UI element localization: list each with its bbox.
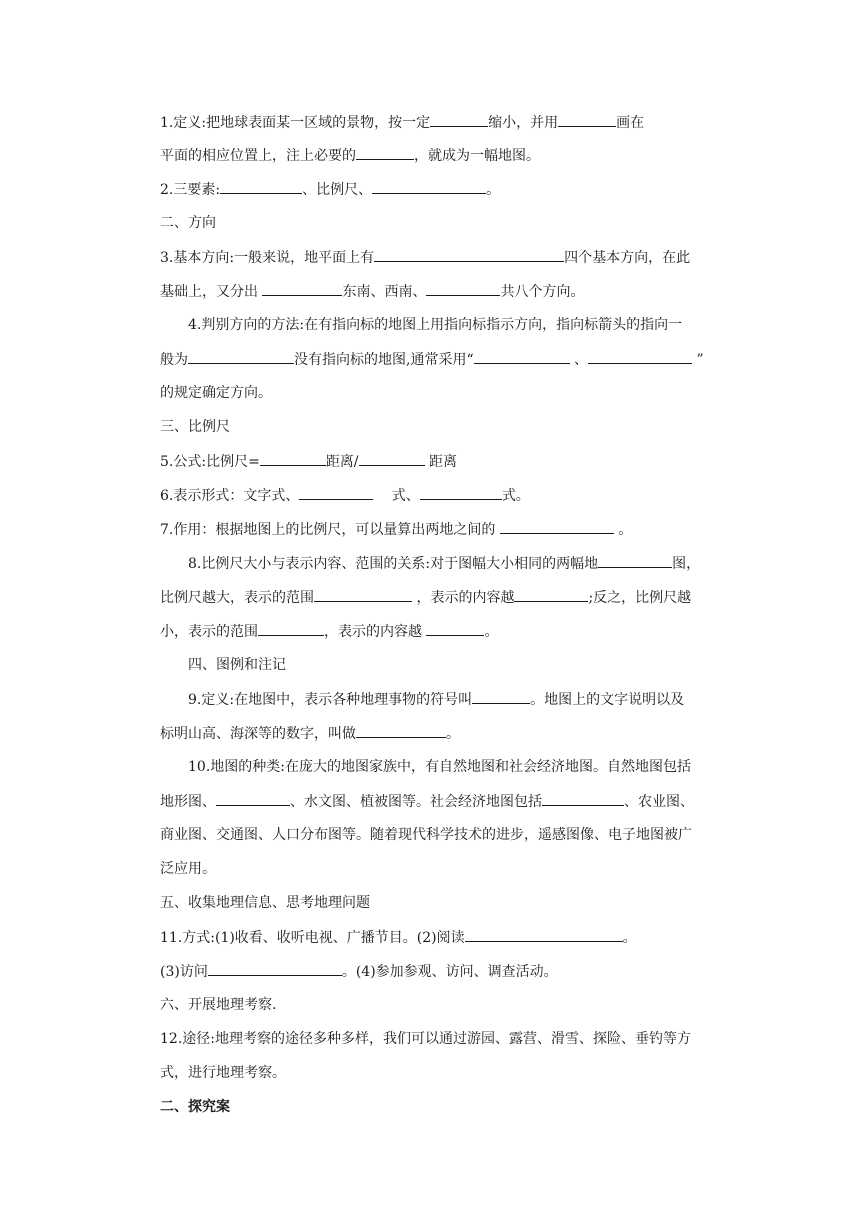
text-segment: 东南、西南、	[342, 284, 427, 300]
text-segment: 二、探究案	[160, 1099, 230, 1115]
text-segment: 三、比例尺	[160, 419, 230, 435]
blank-annotation[interactable]	[356, 723, 446, 738]
text-segment: 6.表示形式：文字式、	[160, 488, 300, 504]
blank-rule-1[interactable]	[474, 349, 570, 364]
text-segment: ”	[692, 352, 704, 368]
text-segment: 五、收集地理信息、思考地理问题	[160, 895, 370, 911]
text-segment: 比例尺越大，表示的范围	[160, 590, 314, 606]
blank-element-2[interactable]	[372, 179, 486, 194]
blank-scale[interactable]	[430, 112, 488, 127]
text-segment: 共八个方向。	[500, 284, 585, 300]
blank-real-distance[interactable]	[359, 451, 425, 466]
blank-natural-map[interactable]	[216, 791, 290, 806]
text-segment: 。(4)参加参观、访问、调查活动。	[341, 964, 558, 980]
map-types-line-2	[160, 791, 694, 812]
section-heading-direction	[160, 213, 216, 233]
text-segment: 10.地图的种类:在庞大的地图家族中，有自然地图和社会经济地图。自然地图包括	[188, 759, 691, 775]
map-types-line-1	[188, 757, 691, 777]
text-segment: 。	[446, 726, 460, 742]
text-segment: 地形图、	[160, 794, 216, 810]
text-segment: ，就成为一幅地图。	[414, 148, 540, 164]
basic-direction-line-1	[160, 247, 690, 268]
scale-relation-line-1	[188, 553, 700, 574]
text-segment: 六、开展地理考察.	[160, 997, 277, 1013]
text-segment: 图，	[672, 556, 701, 572]
blank-symbols[interactable]	[558, 112, 616, 127]
survey-path-line-1	[160, 1029, 691, 1049]
text-segment: 的规定确定方向。	[160, 385, 272, 401]
scale-forms-line	[160, 485, 530, 506]
blank-legend[interactable]	[472, 689, 530, 704]
text-segment: 缩小，并用	[488, 115, 559, 131]
definition-line-2	[160, 145, 540, 166]
text-segment: ，表示的内容越	[324, 624, 427, 640]
text-segment: 1.定义:把地球表面某一区域的景物，按一定	[160, 115, 431, 131]
map-types-line-3	[160, 825, 692, 845]
text-segment: 基础上，又分出	[160, 284, 263, 300]
text-segment: 距离	[424, 454, 457, 470]
text-segment: 。	[613, 522, 633, 538]
text-segment: 式。	[501, 488, 530, 504]
definition-line-1	[160, 112, 644, 133]
section-heading-survey	[160, 995, 276, 1015]
text-segment: (3)访问	[160, 964, 208, 980]
text-segment: 泛应用。	[160, 861, 216, 877]
section-heading-inquiry	[160, 1097, 230, 1117]
text-segment: 9.定义:在地图中，表示各种地理事物的符号叫	[188, 692, 473, 708]
blank-map-distance[interactable]	[260, 451, 326, 466]
blank-arrow-direction[interactable]	[188, 349, 294, 364]
blank-four-directions[interactable]	[374, 247, 564, 262]
scale-relation-line-2	[160, 587, 691, 608]
blank-visit[interactable]	[208, 961, 342, 976]
text-segment: 12.途径:地理考察的途径多种多样，我们可以通过游园、露营、滑雪、探险、垂钓等方	[160, 1031, 691, 1047]
text-segment: 小，表示的范围	[160, 624, 258, 640]
blank-actual-distance[interactable]	[500, 519, 614, 534]
blank-rule-2[interactable]	[588, 349, 692, 364]
blank-northeast[interactable]	[262, 281, 342, 296]
text-segment: 商业图、交通图、人口分布图等。随着现代科学技术的进步，遥感图像、电子地图被广	[160, 827, 692, 843]
text-segment: 2.三要素:	[160, 182, 221, 198]
text-segment: 。	[484, 624, 499, 640]
section-heading-info	[160, 893, 370, 913]
text-segment: 3.基本方向:一般来说，地平面上有	[160, 250, 375, 266]
text-segment: 平面的相应位置上，注上必要的	[160, 148, 356, 164]
info-methods-line-1	[160, 927, 637, 948]
text-segment: 、水文图、植被图等。社会经济地图包括	[290, 794, 542, 810]
text-segment: 四个基本方向，在此	[564, 250, 691, 266]
text-segment: 。地图上的文字说明以及	[530, 692, 685, 708]
basic-direction-line-2	[160, 281, 584, 302]
judge-direction-line-3	[160, 383, 272, 403]
scale-usage-line	[160, 519, 632, 540]
section-heading-scale	[160, 417, 230, 437]
blank-map-type[interactable]	[598, 553, 672, 568]
text-segment: 四、图例和注记	[188, 657, 286, 673]
blank-social-map[interactable]	[542, 791, 624, 806]
text-segment: ;反之，比例尺越	[588, 590, 692, 606]
text-segment: 式、	[387, 488, 420, 504]
text-segment: 4.判别方向的方法:在有指向标的地图上用指向标指示方向，指向标箭头的指向一	[188, 317, 683, 333]
text-segment: ，表示的内容越	[412, 590, 515, 606]
judge-direction-line-2	[160, 349, 704, 370]
legend-definition-line-1	[188, 689, 684, 710]
text-segment: 8.比例尺大小与表示内容、范围的关系:对于图幅大小相同的两幅地	[188, 556, 599, 572]
scale-formula-line	[160, 451, 457, 472]
blank-read[interactable]	[465, 927, 623, 942]
text-segment: 11.方式:(1)收看、收听电视、广播节目。(2)阅读	[160, 930, 465, 946]
blank-northwest[interactable]	[426, 281, 500, 296]
blank-notes[interactable]	[356, 145, 414, 160]
text-segment: 画在	[616, 115, 645, 131]
text-segment: 二、方向	[160, 215, 216, 231]
text-segment: 式，进行地理考察。	[160, 1065, 286, 1081]
blank-form-1[interactable]	[299, 485, 373, 500]
text-segment: 、	[569, 352, 589, 368]
text-segment: 距离/	[325, 454, 359, 470]
text-segment: 般为	[160, 352, 188, 368]
text-segment: 7.作用：根据地图上的比例尺，可以量算出两地之间的	[160, 522, 500, 538]
blank-form-2[interactable]	[420, 485, 502, 500]
text-segment: 、比例尺、	[302, 182, 373, 198]
survey-path-line-2	[160, 1063, 286, 1083]
section-heading-legend	[188, 655, 286, 675]
text-segment: 。	[622, 930, 637, 946]
blank-range-small[interactable]	[258, 621, 324, 636]
text-segment: 。	[486, 182, 501, 198]
text-segment: 没有指向标的地图,通常采用“	[294, 352, 474, 368]
legend-definition-line-2	[160, 723, 460, 744]
info-methods-line-2	[160, 961, 558, 982]
three-elements-line	[160, 179, 500, 200]
blank-content-small[interactable]	[426, 621, 484, 636]
text-segment: 、农业图、	[624, 794, 694, 810]
text-segment: 标明山高、海深等的数字，叫做	[160, 726, 356, 742]
scale-relation-line-3	[160, 621, 498, 642]
judge-direction-line-1	[188, 315, 682, 335]
map-types-line-4	[160, 859, 216, 879]
text-segment: 5.公式:比例尺=	[160, 454, 260, 470]
blank-range-large[interactable]	[314, 587, 412, 602]
blank-content-large[interactable]	[514, 587, 588, 602]
blank-element-1[interactable]	[220, 179, 302, 194]
